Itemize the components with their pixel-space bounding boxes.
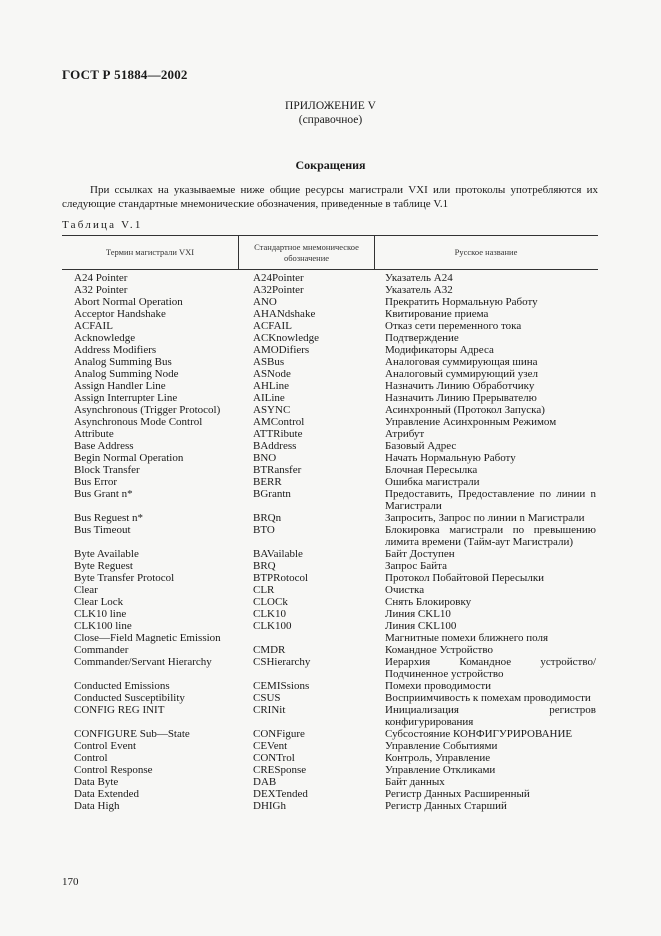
mnemonic-cell: CONTrol [253, 752, 295, 764]
table-row [62, 284, 598, 296]
russian-name-cell: Восприимчивость к помехам проводимости [385, 692, 591, 704]
term-cell: Control Response [74, 764, 153, 776]
term-cell: CONFIG REG INIT [74, 704, 165, 716]
term-cell: Control Event [74, 740, 137, 752]
term-cell: Bus Reguest n* [74, 512, 144, 524]
term-cell: Analog Summing Node [74, 368, 179, 380]
russian-name-cell: Линия CKL100 [385, 620, 457, 632]
table-row [62, 272, 598, 284]
russian-name-cell: Протокол Побайтовой Пересылки [385, 572, 545, 584]
table-row [62, 404, 598, 416]
mnemonic-cell: CLK10 [253, 608, 286, 620]
russian-name-cell: Блокировка магистрали по превышению лимита времени (Тайм-аут Магистрали) [385, 524, 596, 548]
russian-name-cell: Очистка [385, 584, 425, 596]
term-cell: Bus Error [74, 476, 118, 488]
table-row [62, 344, 598, 356]
table-row [62, 620, 598, 632]
mnemonic-cell: BAVailable [253, 548, 303, 560]
mnemonic-cell: ACFAIL [253, 320, 292, 332]
table-row [62, 800, 598, 812]
term-cell: Base Address [74, 440, 134, 452]
term-cell: Asynchronous Mode Control [74, 416, 203, 428]
term-cell: Acknowledge [74, 332, 136, 344]
page-number: 170 [62, 876, 79, 888]
mnemonic-cell: AMODifiers [253, 344, 310, 356]
mnemonic-cell: BAddress [253, 440, 297, 452]
russian-name-cell: Назначить Линию Обработчику [385, 380, 535, 392]
table-row [62, 464, 598, 476]
header-term: Термин магистрали VXI [105, 247, 195, 257]
table-row [62, 368, 598, 380]
mnemonic-cell: BRQn [253, 512, 282, 524]
mnemonic-cell [253, 632, 385, 644]
russian-name-cell: Байт данных [385, 776, 445, 788]
russian-name-cell: Подтверждение [385, 332, 459, 344]
term-cell: Assign Handler Line [74, 380, 166, 392]
table-row [62, 788, 598, 800]
term-cell: Bus Timeout [74, 524, 131, 536]
term-cell: Control [74, 752, 108, 764]
standard-header: ГОСТ Р 51884—2002 [62, 67, 188, 82]
mnemonic-cell: CEVent [253, 740, 288, 752]
table-row [62, 704, 598, 728]
mnemonic-cell: CEMISsions [253, 680, 310, 692]
russian-name-cell: Иерархия Командное устройство/Подчиненное устройство [385, 656, 596, 680]
mnemonic-cell: AHANdshake [253, 308, 316, 320]
russian-name-cell: Базовый Адрес [385, 440, 457, 452]
russian-name-cell: Управление Асинхронным Режимом [385, 416, 557, 428]
term-cell: Data High [74, 800, 120, 812]
table-row [62, 680, 598, 692]
table-header [62, 235, 598, 270]
russian-name-cell: Линия CKL10 [385, 608, 451, 620]
russian-name-cell: Регистр Данных Расширенный [385, 788, 530, 800]
term-cell: Byte Reguest [74, 560, 133, 572]
mnemonic-cell: BGrantn [253, 488, 291, 500]
russian-name-cell: Указатель A32 [385, 284, 453, 296]
mnemonic-cell: A32Pointer [253, 284, 304, 296]
table-body [62, 272, 598, 812]
table-row [62, 632, 598, 644]
russian-name-cell: Магнитные помехи ближнего поля [385, 632, 549, 644]
term-cell: CONFIGURE Sub—State [74, 728, 190, 740]
mnemonic-cell: BTO [253, 524, 275, 536]
appendix-subtitle: (справочное) [298, 114, 363, 126]
russian-name-cell: Управление Событиями [385, 740, 498, 752]
term-cell: A24 Pointer [74, 272, 128, 284]
term-cell: Abort Normal Operation [74, 296, 183, 308]
table-row [62, 320, 598, 332]
mnemonic-cell: AILine [253, 392, 285, 404]
mnemonic-cell: DAB [253, 776, 277, 788]
table-row [62, 644, 598, 656]
table-row [62, 752, 598, 764]
term-cell: Commander/Servant Hierarchy [74, 656, 212, 668]
term-cell: Acceptor Handshake [74, 308, 166, 320]
mnemonic-cell: CLOCk [253, 596, 288, 608]
russian-name-cell: Модификаторы Адреса [385, 344, 494, 356]
table-row [62, 560, 598, 572]
term-cell: Begin Normal Operation [74, 452, 184, 464]
mnemonic-cell: CRESponse [253, 764, 307, 776]
table-row [62, 452, 598, 464]
term-cell: Data Byte [74, 776, 119, 788]
mnemonic-cell: A24Pointer [253, 272, 304, 284]
term-cell: Conducted Susceptibility [74, 692, 185, 704]
term-cell: Byte Transfer Protocol [74, 572, 175, 584]
term-cell: Attribute [74, 428, 114, 440]
table-row [62, 524, 598, 548]
table-row [62, 608, 598, 620]
mnemonic-cell: AHLine [253, 380, 290, 392]
table-row [62, 392, 598, 404]
term-cell: Clear Lock [74, 596, 124, 608]
mnemonic-cell: CONFigure [253, 728, 305, 740]
appendix-title: ПРИЛОЖЕНИЕ V [285, 100, 376, 112]
table-row [62, 764, 598, 776]
russian-name-cell: Начать Нормальную Работу [385, 452, 516, 464]
russian-name-cell: Аналоговый суммирующий узел [385, 368, 538, 380]
russian-name-cell: Предоставить, Предоставление по линии n Магистрали [385, 488, 596, 512]
term-cell: Asynchronous (Trigger Protocol) [74, 404, 221, 416]
term-cell: Byte Available [74, 548, 139, 560]
table-row [62, 308, 598, 320]
russian-name-cell: Ошибка магистрали [385, 476, 480, 488]
header-mnemonic: Стандартное мнемоническое обозначение [238, 236, 375, 269]
table-row [62, 596, 598, 608]
term-cell: Assign Interrupter Line [74, 392, 178, 404]
russian-name-cell: Асинхронный (Протокол Запуска) [385, 404, 545, 416]
term-cell: CLK10 line [74, 608, 127, 620]
term-cell: Analog Summing Bus [74, 356, 172, 368]
mnemonic-cell: CLR [253, 584, 275, 596]
mnemonic-cell: ASNode [253, 368, 291, 380]
table-row [62, 572, 598, 584]
russian-name-cell: Помехи проводимости [385, 680, 492, 692]
russian-name-cell: Инициализация регистров конфигурирования [385, 704, 596, 728]
mnemonic-cell: DHIGh [253, 800, 286, 812]
table-caption: Таблица V.1 [62, 219, 143, 231]
mnemonic-cell: BERR [253, 476, 282, 488]
mnemonic-cell: ACKnowledge [253, 332, 319, 344]
header-russian: Русское название [454, 247, 518, 257]
mnemonic-cell: ASYNC [253, 404, 291, 416]
mnemonic-cell: CSHierarchy [253, 656, 311, 668]
term-cell: A32 Pointer [74, 284, 128, 296]
mnemonic-cell: BRQ [253, 560, 276, 572]
term-cell: CLK100 line [74, 620, 132, 632]
term-cell: Bus Grant n* [74, 488, 133, 500]
russian-name-cell: Снять Блокировку [385, 596, 472, 608]
mnemonic-cell: CSUS [253, 692, 281, 704]
table-row [62, 296, 598, 308]
russian-name-cell: Отказ сети переменного тока [385, 320, 522, 332]
russian-name-cell: Запросить, Запрос по линии n Магистрали [385, 512, 585, 524]
table-row [62, 488, 598, 512]
table-row [62, 428, 598, 440]
table-row [62, 440, 598, 452]
russian-name-cell: Регистр Данных Старший [385, 800, 507, 812]
term-cell: Data Extended [74, 788, 140, 800]
term-cell: ACFAIL [74, 320, 113, 332]
table-row [62, 548, 598, 560]
term-cell: Block Transfer [74, 464, 140, 476]
mnemonic-cell: BTRansfer [253, 464, 302, 476]
mnemonic-cell: BNO [253, 452, 277, 464]
mnemonic-cell: CRINit [253, 704, 286, 716]
term-cell: Conducted Emissions [74, 680, 170, 692]
term-cell: Address Modifiers [74, 344, 157, 356]
mnemonic-cell: ASBus [253, 356, 285, 368]
russian-name-cell: Аналоговая суммирующая шина [385, 356, 538, 368]
term-cell: Commander [74, 644, 129, 656]
term-cell: Close—Field Magnetic Emission [74, 632, 221, 644]
russian-name-cell: Атрибут [385, 428, 425, 440]
term-cell: Clear [74, 584, 98, 596]
russian-name-cell: Указатель A24 [385, 272, 453, 284]
mnemonic-cell: ATTRibute [253, 428, 303, 440]
russian-name-cell: Запрос Байта [385, 560, 447, 572]
table-row [62, 584, 598, 596]
mnemonic-cell: BTPRotocol [253, 572, 309, 584]
table-row [62, 740, 598, 752]
russian-name-cell: Контроль, Управление [385, 752, 491, 764]
table-row [62, 692, 598, 704]
table-row [62, 656, 598, 680]
russian-name-cell: Квитирование приема [385, 308, 489, 320]
table-row [62, 356, 598, 368]
table-row [62, 380, 598, 392]
russian-name-cell: Назначить Линию Прерывателю [385, 392, 537, 404]
mnemonic-cell: AMControl [253, 416, 305, 428]
russian-name-cell: Управление Откликами [385, 764, 496, 776]
mnemonic-cell: CLK100 [253, 620, 292, 632]
mnemonic-cell: DEXTended [253, 788, 308, 800]
intro-paragraph: При ссылках на указываемые ниже общие ресурсы магистрали VXI или протоколы употребляются их следующие стандартные мнемонические обозначения, приведенные в таблице V.1 [62, 184, 598, 210]
table-row [62, 512, 598, 524]
mnemonic-cell: ANO [253, 296, 277, 308]
russian-name-cell: Субсостояние КОНФИГУРИРОВАНИЕ [385, 728, 573, 740]
table-row [62, 476, 598, 488]
table-row [62, 728, 598, 740]
table-row [62, 416, 598, 428]
russian-name-cell: Командное Устройство [385, 644, 493, 656]
russian-name-cell: Прекратить Нормальную Работу [385, 296, 538, 308]
russian-name-cell: Байт Доступен [385, 548, 455, 560]
section-title: Сокращения [295, 158, 366, 172]
table-row [62, 776, 598, 788]
table-row [62, 332, 598, 344]
mnemonic-cell: CMDR [253, 644, 286, 656]
appendix-block [0, 99, 661, 127]
russian-name-cell: Блочная Пересылка [385, 464, 478, 476]
